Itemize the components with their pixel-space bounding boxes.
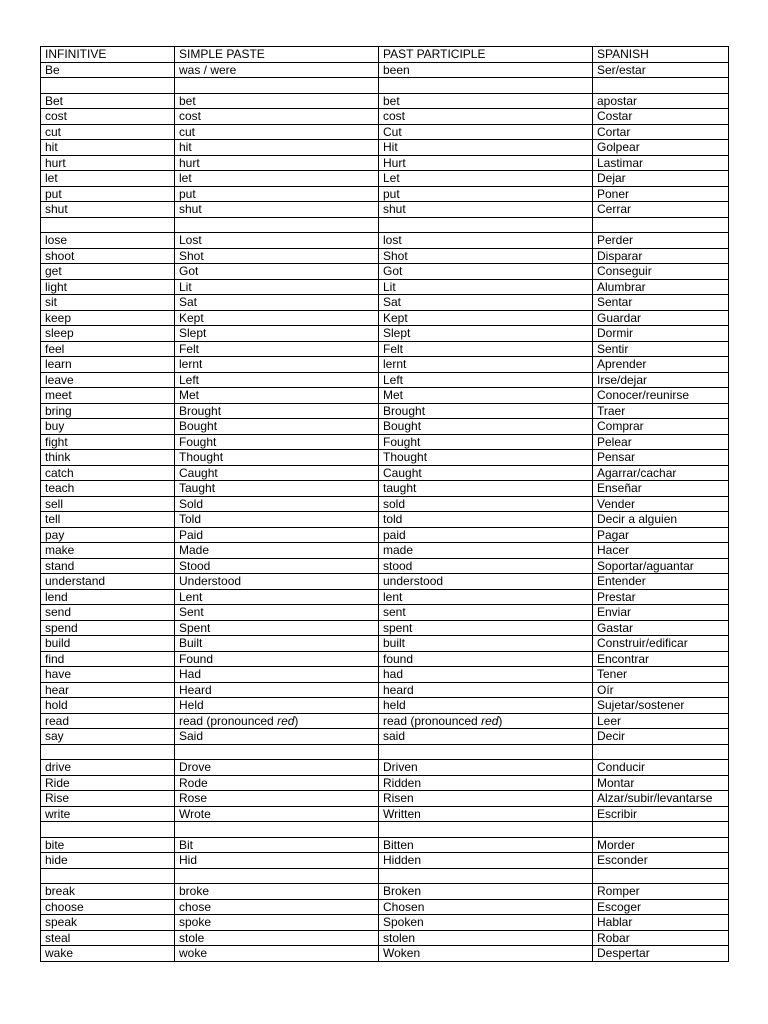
table-row bbox=[41, 465, 729, 481]
cell-spanish: Encontrar bbox=[593, 651, 729, 667]
cell-infinitive: fight bbox=[41, 434, 175, 450]
cell-simple-past: Thought bbox=[175, 450, 379, 466]
cell-spanish: Enseñar bbox=[593, 481, 729, 497]
cell-simple-past: Kept bbox=[175, 310, 379, 326]
cell-infinitive: bring bbox=[41, 403, 175, 419]
cell-spanish: Oír bbox=[593, 682, 729, 698]
table-row bbox=[41, 310, 729, 326]
cell-simple-past: put bbox=[175, 186, 379, 202]
cell-spanish: Ser/estar bbox=[593, 62, 729, 78]
table-row bbox=[41, 93, 729, 109]
table-row-spacer bbox=[41, 744, 729, 760]
table-row bbox=[41, 837, 729, 853]
cell-spanish: Conducir bbox=[593, 760, 729, 776]
table-row-spacer bbox=[41, 822, 729, 838]
cell-spanish: Decir bbox=[593, 729, 729, 745]
cell-spanish: Escribir bbox=[593, 806, 729, 822]
cell-spanish: Esconder bbox=[593, 853, 729, 869]
cell-past-participle: Got bbox=[379, 264, 593, 280]
cell-spanish: Sentir bbox=[593, 341, 729, 357]
cell-simple-past: Had bbox=[175, 667, 379, 683]
cell-spanish: Despertar bbox=[593, 946, 729, 962]
header-past-participle: PAST PARTICIPLE bbox=[379, 47, 593, 63]
table-row bbox=[41, 248, 729, 264]
cell-simple-past: Said bbox=[175, 729, 379, 745]
cell-spanish: Tener bbox=[593, 667, 729, 683]
cell-simple-past: Fought bbox=[175, 434, 379, 450]
cell-past-participle: shut bbox=[379, 202, 593, 218]
cell-spanish: Robar bbox=[593, 930, 729, 946]
cell-simple-past: woke bbox=[175, 946, 379, 962]
table-row bbox=[41, 264, 729, 280]
cell-past-participle: Caught bbox=[379, 465, 593, 481]
cell-spanish: Enviar bbox=[593, 605, 729, 621]
cell-simple-past bbox=[175, 868, 379, 884]
cell-spanish: Morder bbox=[593, 837, 729, 853]
cell-infinitive: lend bbox=[41, 589, 175, 605]
cell-spanish: Aprender bbox=[593, 357, 729, 373]
cell-past-participle: Risen bbox=[379, 791, 593, 807]
header-row bbox=[41, 47, 729, 63]
cell-infinitive: build bbox=[41, 636, 175, 652]
cell-past-participle bbox=[379, 78, 593, 94]
cell-spanish: apostar bbox=[593, 93, 729, 109]
cell-infinitive: speak bbox=[41, 915, 175, 931]
cell-simple-past: Understood bbox=[175, 574, 379, 590]
cell-past-participle: taught bbox=[379, 481, 593, 497]
cell-spanish: Vender bbox=[593, 496, 729, 512]
table-row bbox=[41, 698, 729, 714]
cell-past-participle: Met bbox=[379, 388, 593, 404]
cell-spanish bbox=[593, 744, 729, 760]
cell-spanish: Montar bbox=[593, 775, 729, 791]
cell-spanish: Guardar bbox=[593, 310, 729, 326]
cell-infinitive: break bbox=[41, 884, 175, 900]
cell-past-participle: Hurt bbox=[379, 155, 593, 171]
cell-spanish: Gastar bbox=[593, 620, 729, 636]
cell-simple-past: hurt bbox=[175, 155, 379, 171]
cell-past-participle: Hidden bbox=[379, 853, 593, 869]
cell-spanish: Soportar/aguantar bbox=[593, 558, 729, 574]
cell-past-participle: lent bbox=[379, 589, 593, 605]
table-row bbox=[41, 651, 729, 667]
table-row bbox=[41, 233, 729, 249]
table-row bbox=[41, 527, 729, 543]
cell-infinitive: write bbox=[41, 806, 175, 822]
cell-spanish: Entender bbox=[593, 574, 729, 590]
table-row bbox=[41, 109, 729, 125]
cell-simple-past: stole bbox=[175, 930, 379, 946]
cell-infinitive: pay bbox=[41, 527, 175, 543]
cell-past-participle: sent bbox=[379, 605, 593, 621]
cell-infinitive: sleep bbox=[41, 326, 175, 342]
cell-spanish: Conocer/reunirse bbox=[593, 388, 729, 404]
cell-past-participle: said bbox=[379, 729, 593, 745]
table-row bbox=[41, 295, 729, 311]
cell-past-participle: Brought bbox=[379, 403, 593, 419]
table-row bbox=[41, 946, 729, 962]
table-row bbox=[41, 419, 729, 435]
cell-simple-past: Drove bbox=[175, 760, 379, 776]
cell-past-participle: built bbox=[379, 636, 593, 652]
table-row bbox=[41, 341, 729, 357]
cell-past-participle bbox=[379, 822, 593, 838]
cell-spanish: Cerrar bbox=[593, 202, 729, 218]
cell-spanish: Traer bbox=[593, 403, 729, 419]
cell-simple-past: Sent bbox=[175, 605, 379, 621]
cell-infinitive: say bbox=[41, 729, 175, 745]
table-row bbox=[41, 915, 729, 931]
cell-past-participle: heard bbox=[379, 682, 593, 698]
header-simple-past: SIMPLE PASTE bbox=[175, 47, 379, 63]
table-row bbox=[41, 543, 729, 559]
table-row bbox=[41, 775, 729, 791]
cell-infinitive: hide bbox=[41, 853, 175, 869]
cell-infinitive: Rise bbox=[41, 791, 175, 807]
cell-past-participle: Kept bbox=[379, 310, 593, 326]
cell-infinitive: read bbox=[41, 713, 175, 729]
table-row bbox=[41, 155, 729, 171]
cell-past-participle: Shot bbox=[379, 248, 593, 264]
cell-past-participle: told bbox=[379, 512, 593, 528]
table-row bbox=[41, 682, 729, 698]
cell-simple-past: Made bbox=[175, 543, 379, 559]
cell-simple-past: let bbox=[175, 171, 379, 187]
table-row bbox=[41, 357, 729, 373]
cell-past-participle: cost bbox=[379, 109, 593, 125]
cell-spanish: Dejar bbox=[593, 171, 729, 187]
cell-infinitive: stand bbox=[41, 558, 175, 574]
cell-spanish: Sujetar/sostener bbox=[593, 698, 729, 714]
cell-infinitive: send bbox=[41, 605, 175, 621]
cell-past-participle: lernt bbox=[379, 357, 593, 373]
table-row-spacer bbox=[41, 868, 729, 884]
cell-spanish: Costar bbox=[593, 109, 729, 125]
cell-spanish: Comprar bbox=[593, 419, 729, 435]
cell-past-participle: been bbox=[379, 62, 593, 78]
cell-simple-past: Wrote bbox=[175, 806, 379, 822]
cell-infinitive bbox=[41, 78, 175, 94]
cell-past-participle: stolen bbox=[379, 930, 593, 946]
cell-past-participle: had bbox=[379, 667, 593, 683]
cell-infinitive: sit bbox=[41, 295, 175, 311]
cell-spanish: Construir/edificar bbox=[593, 636, 729, 652]
cell-past-participle: bet bbox=[379, 93, 593, 109]
cell-infinitive: Bet bbox=[41, 93, 175, 109]
cell-infinitive bbox=[41, 744, 175, 760]
cell-infinitive: put bbox=[41, 186, 175, 202]
table-row-spacer bbox=[41, 78, 729, 94]
cell-infinitive: think bbox=[41, 450, 175, 466]
table-row bbox=[41, 388, 729, 404]
table-row bbox=[41, 930, 729, 946]
irregular-verbs-table bbox=[40, 46, 729, 962]
cell-simple-past: Sat bbox=[175, 295, 379, 311]
cell-infinitive: shut bbox=[41, 202, 175, 218]
table-row bbox=[41, 729, 729, 745]
cell-simple-past: Heard bbox=[175, 682, 379, 698]
cell-simple-past: Met bbox=[175, 388, 379, 404]
cell-spanish bbox=[593, 868, 729, 884]
cell-infinitive: sell bbox=[41, 496, 175, 512]
cell-simple-past: Bought bbox=[175, 419, 379, 435]
cell-past-participle: Written bbox=[379, 806, 593, 822]
cell-past-participle: Bitten bbox=[379, 837, 593, 853]
cell-simple-past: lernt bbox=[175, 357, 379, 373]
cell-past-participle: read (pronounced red) bbox=[379, 713, 593, 729]
cell-spanish: Pensar bbox=[593, 450, 729, 466]
cell-infinitive: find bbox=[41, 651, 175, 667]
cell-infinitive: understand bbox=[41, 574, 175, 590]
cell-spanish: Prestar bbox=[593, 589, 729, 605]
cell-spanish: Alzar/subir/levantarse bbox=[593, 791, 729, 807]
cell-infinitive: meet bbox=[41, 388, 175, 404]
cell-simple-past: Hid bbox=[175, 853, 379, 869]
table-row bbox=[41, 558, 729, 574]
cell-infinitive: spend bbox=[41, 620, 175, 636]
cell-spanish: Dormir bbox=[593, 326, 729, 342]
cell-past-participle: Broken bbox=[379, 884, 593, 900]
cell-infinitive: shoot bbox=[41, 248, 175, 264]
table-row bbox=[41, 279, 729, 295]
cell-simple-past: Held bbox=[175, 698, 379, 714]
cell-infinitive: wake bbox=[41, 946, 175, 962]
cell-simple-past: Brought bbox=[175, 403, 379, 419]
cell-spanish: Escoger bbox=[593, 899, 729, 915]
cell-past-participle: Ridden bbox=[379, 775, 593, 791]
cell-past-participle bbox=[379, 868, 593, 884]
cell-infinitive: drive bbox=[41, 760, 175, 776]
cell-simple-past: hit bbox=[175, 140, 379, 156]
cell-past-participle: Sat bbox=[379, 295, 593, 311]
table-row bbox=[41, 713, 729, 729]
cell-infinitive: bite bbox=[41, 837, 175, 853]
cell-past-participle: Fought bbox=[379, 434, 593, 450]
cell-infinitive: feel bbox=[41, 341, 175, 357]
cell-infinitive: hold bbox=[41, 698, 175, 714]
cell-simple-past: Lost bbox=[175, 233, 379, 249]
cell-spanish: Decir a alguien bbox=[593, 512, 729, 528]
cell-past-participle: understood bbox=[379, 574, 593, 590]
cell-past-participle: Woken bbox=[379, 946, 593, 962]
cell-simple-past: Stood bbox=[175, 558, 379, 574]
cell-simple-past bbox=[175, 217, 379, 233]
cell-spanish: Lastimar bbox=[593, 155, 729, 171]
cell-simple-past: Paid bbox=[175, 527, 379, 543]
cell-simple-past bbox=[175, 822, 379, 838]
cell-infinitive: make bbox=[41, 543, 175, 559]
cell-infinitive: keep bbox=[41, 310, 175, 326]
cell-simple-past: was / were bbox=[175, 62, 379, 78]
cell-infinitive: cut bbox=[41, 124, 175, 140]
cell-past-participle bbox=[379, 217, 593, 233]
cell-simple-past: Rose bbox=[175, 791, 379, 807]
table-row bbox=[41, 791, 729, 807]
cell-past-participle: Driven bbox=[379, 760, 593, 776]
cell-spanish bbox=[593, 78, 729, 94]
table-row bbox=[41, 326, 729, 342]
table-row bbox=[41, 620, 729, 636]
table-row bbox=[41, 884, 729, 900]
cell-simple-past: read (pronounced red) bbox=[175, 713, 379, 729]
cell-spanish: Golpear bbox=[593, 140, 729, 156]
cell-infinitive: light bbox=[41, 279, 175, 295]
cell-simple-past: Felt bbox=[175, 341, 379, 357]
header-spanish: SPANISH bbox=[593, 47, 729, 63]
cell-simple-past: bet bbox=[175, 93, 379, 109]
cell-infinitive bbox=[41, 868, 175, 884]
cell-simple-past bbox=[175, 744, 379, 760]
cell-infinitive: cost bbox=[41, 109, 175, 125]
cell-infinitive: Be bbox=[41, 62, 175, 78]
cell-simple-past: Sold bbox=[175, 496, 379, 512]
cell-spanish bbox=[593, 217, 729, 233]
header-infinitive: INFINITIVE bbox=[41, 47, 175, 63]
cell-simple-past: Lent bbox=[175, 589, 379, 605]
table-row bbox=[41, 636, 729, 652]
cell-past-participle: Cut bbox=[379, 124, 593, 140]
cell-simple-past: Got bbox=[175, 264, 379, 280]
table-row bbox=[41, 481, 729, 497]
cell-infinitive: choose bbox=[41, 899, 175, 915]
cell-past-participle: Let bbox=[379, 171, 593, 187]
cell-simple-past: Left bbox=[175, 372, 379, 388]
table-row bbox=[41, 574, 729, 590]
cell-infinitive: get bbox=[41, 264, 175, 280]
cell-spanish: Agarrar/cachar bbox=[593, 465, 729, 481]
table-row bbox=[41, 899, 729, 915]
cell-simple-past: Lit bbox=[175, 279, 379, 295]
cell-past-participle: Thought bbox=[379, 450, 593, 466]
cell-past-participle: found bbox=[379, 651, 593, 667]
table-row bbox=[41, 760, 729, 776]
cell-spanish: Conseguir bbox=[593, 264, 729, 280]
cell-past-participle: Lit bbox=[379, 279, 593, 295]
cell-simple-past: Spent bbox=[175, 620, 379, 636]
cell-past-participle: Hit bbox=[379, 140, 593, 156]
cell-infinitive: lose bbox=[41, 233, 175, 249]
cell-simple-past: Taught bbox=[175, 481, 379, 497]
pronunciation-emphasis: red bbox=[481, 713, 499, 728]
cell-simple-past: Slept bbox=[175, 326, 379, 342]
cell-spanish bbox=[593, 822, 729, 838]
cell-simple-past: broke bbox=[175, 884, 379, 900]
cell-past-participle: Chosen bbox=[379, 899, 593, 915]
cell-infinitive: catch bbox=[41, 465, 175, 481]
cell-spanish: Pelear bbox=[593, 434, 729, 450]
cell-simple-past bbox=[175, 78, 379, 94]
cell-infinitive: hit bbox=[41, 140, 175, 156]
cell-spanish: Poner bbox=[593, 186, 729, 202]
cell-simple-past: shut bbox=[175, 202, 379, 218]
cell-infinitive: hear bbox=[41, 682, 175, 698]
table-row bbox=[41, 667, 729, 683]
cell-simple-past: Bit bbox=[175, 837, 379, 853]
cell-past-participle: made bbox=[379, 543, 593, 559]
cell-past-participle: Slept bbox=[379, 326, 593, 342]
cell-spanish: Sentar bbox=[593, 295, 729, 311]
cell-infinitive: learn bbox=[41, 357, 175, 373]
cell-past-participle: Felt bbox=[379, 341, 593, 357]
cell-simple-past: chose bbox=[175, 899, 379, 915]
cell-spanish: Hacer bbox=[593, 543, 729, 559]
pronunciation-emphasis: red bbox=[277, 713, 295, 728]
cell-infinitive: have bbox=[41, 667, 175, 683]
cell-simple-past: cost bbox=[175, 109, 379, 125]
cell-past-participle: sold bbox=[379, 496, 593, 512]
cell-simple-past: Built bbox=[175, 636, 379, 652]
table-row bbox=[41, 853, 729, 869]
table-row bbox=[41, 589, 729, 605]
cell-spanish: Alumbrar bbox=[593, 279, 729, 295]
table-row bbox=[41, 186, 729, 202]
cell-infinitive bbox=[41, 822, 175, 838]
cell-infinitive: tell bbox=[41, 512, 175, 528]
table-row bbox=[41, 806, 729, 822]
cell-infinitive: hurt bbox=[41, 155, 175, 171]
table-row bbox=[41, 403, 729, 419]
cell-past-participle: paid bbox=[379, 527, 593, 543]
table-row bbox=[41, 140, 729, 156]
cell-past-participle: Left bbox=[379, 372, 593, 388]
cell-simple-past: Rode bbox=[175, 775, 379, 791]
cell-spanish: Romper bbox=[593, 884, 729, 900]
cell-spanish: Pagar bbox=[593, 527, 729, 543]
cell-spanish: Cortar bbox=[593, 124, 729, 140]
cell-past-participle: lost bbox=[379, 233, 593, 249]
cell-simple-past: Caught bbox=[175, 465, 379, 481]
cell-spanish: Hablar bbox=[593, 915, 729, 931]
cell-past-participle: spent bbox=[379, 620, 593, 636]
cell-spanish: Leer bbox=[593, 713, 729, 729]
cell-infinitive: buy bbox=[41, 419, 175, 435]
table-row bbox=[41, 124, 729, 140]
cell-simple-past: spoke bbox=[175, 915, 379, 931]
table-row bbox=[41, 512, 729, 528]
cell-simple-past: Shot bbox=[175, 248, 379, 264]
table-row bbox=[41, 496, 729, 512]
cell-spanish: Disparar bbox=[593, 248, 729, 264]
table-body bbox=[41, 62, 729, 961]
cell-spanish: Irse/dejar bbox=[593, 372, 729, 388]
table-row bbox=[41, 171, 729, 187]
cell-simple-past: cut bbox=[175, 124, 379, 140]
cell-simple-past: Told bbox=[175, 512, 379, 528]
cell-past-participle: Bought bbox=[379, 419, 593, 435]
table-row bbox=[41, 605, 729, 621]
cell-infinitive: leave bbox=[41, 372, 175, 388]
table-row bbox=[41, 450, 729, 466]
cell-past-participle: Spoken bbox=[379, 915, 593, 931]
cell-infinitive: Ride bbox=[41, 775, 175, 791]
cell-infinitive: steal bbox=[41, 930, 175, 946]
cell-infinitive bbox=[41, 217, 175, 233]
cell-past-participle: put bbox=[379, 186, 593, 202]
cell-past-participle: stood bbox=[379, 558, 593, 574]
cell-spanish: Perder bbox=[593, 233, 729, 249]
cell-simple-past: Found bbox=[175, 651, 379, 667]
cell-past-participle: held bbox=[379, 698, 593, 714]
cell-infinitive: let bbox=[41, 171, 175, 187]
table-row bbox=[41, 372, 729, 388]
table-row bbox=[41, 434, 729, 450]
table-row-spacer bbox=[41, 217, 729, 233]
table-row bbox=[41, 62, 729, 78]
cell-infinitive: teach bbox=[41, 481, 175, 497]
table-row bbox=[41, 202, 729, 218]
cell-past-participle bbox=[379, 744, 593, 760]
